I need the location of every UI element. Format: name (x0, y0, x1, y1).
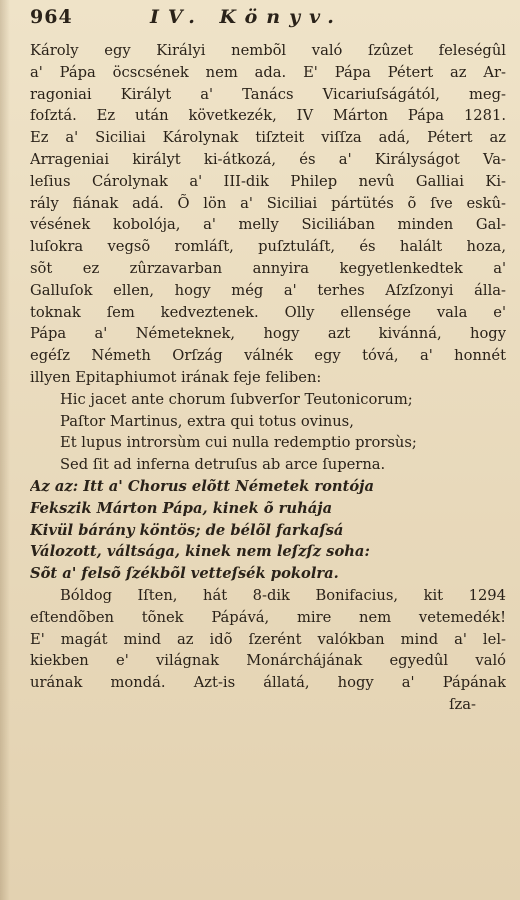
translation-line: Válozott, váltsága, kinek nem leſzſz soha: (30, 543, 370, 561)
text-line: vésének kobolója, a' melly Siciliában minden Gal- (30, 216, 506, 234)
text-line: Bóldog Iſten, hát 8-dik Bonifacius, kit 1294 (60, 586, 506, 604)
text-line: illyen Epitaphiumot irának feje feliben: (30, 368, 322, 386)
page-header (30, 6, 506, 40)
hungarian-translation (30, 476, 506, 585)
text-line: urának mondá. Azt-is állatá, hogy a' Pápának (30, 674, 506, 692)
text-line: leſius Cárolynak a' III-dik Philep nevû Galliai Ki- (30, 172, 506, 190)
text-line: kiekben e' világnak Monárchájának egyedûl való (30, 652, 506, 670)
text-line: a' Pápa öcscsének nem ada. E' Pápa Pétert az Ar- (30, 63, 506, 81)
text-line: eſtendõben tõnek Pápává, mire nem vetemedék! (30, 608, 506, 626)
text-line: Pápa a' Németeknek, hogy azt kivánná, hogy (30, 325, 506, 343)
running-title: IV. Könyv. (150, 6, 343, 28)
translation-line: Kivül bárány köntös; de bélõl farkaſsá (30, 521, 344, 539)
text-line: Károly egy Királyi nembõl való ſzûzet feleségûl (30, 42, 506, 59)
text-line: toknak ſem kedveztenek. Olly ellensége vala e' (30, 303, 506, 321)
text-line: luſokra vegsõ romláſt, puſztuláſt, és halált hoza, (30, 238, 506, 256)
page-number: 964 (30, 6, 73, 28)
text-line: sõt ez zûrzavarban annyira kegyetlenkedtek a' (30, 259, 506, 277)
translation-line: Sõt a' felsõ ſzékbõl vetteſsék pokolra. (30, 565, 339, 583)
verse-line: Et lupus introrsùm cui nulla redemptio prorsùs; (60, 434, 417, 452)
text-line: foſztá. Ez után következék, IV Márton Pápa 1281. (30, 107, 506, 125)
translation-line: Az az: Itt a' Chorus elõtt Németek rontója (30, 477, 374, 495)
text-line: Arrageniai királyt ki-átkozá, és a' Királyságot Va- (30, 150, 506, 168)
latin-epitaph (30, 389, 506, 476)
translation-line: Fekszik Márton Pápa, kinek õ ruhája (30, 499, 333, 517)
verse-line: Sed ſit ad inferna detruſus ab arce ſuperna. (60, 456, 386, 474)
text-line: egéſz Németh Orſzág válnék egy tóvá, a' honnét (30, 347, 506, 365)
verse-line: Hic jacet ante chorum ſubverſor Teutonicorum; (60, 390, 413, 408)
text-line: Ez a' Siciliai Károlynak tiſzteit viſſza adá, Pétert az (30, 129, 506, 147)
text-line: E' magát mind az idõ ſzerént valókban mind a' lel- (30, 630, 506, 648)
closing-paragraph (30, 585, 506, 716)
text-line: ragoniai Királyt a' Tanács Vicariuſságától, meg- (30, 85, 506, 103)
main-text (30, 40, 506, 389)
text-line: Galluſok ellen, hogy még a' terhes Aſzſzonyi álla- (30, 281, 506, 299)
catchword: ſza- (449, 695, 476, 713)
text-line: rály fiának adá. Õ lön a' Siciliai pártütés õ ſve eskû- (30, 194, 506, 212)
verse-line: Paſtor Martinus, extra qui totus ovinus, (60, 412, 354, 430)
